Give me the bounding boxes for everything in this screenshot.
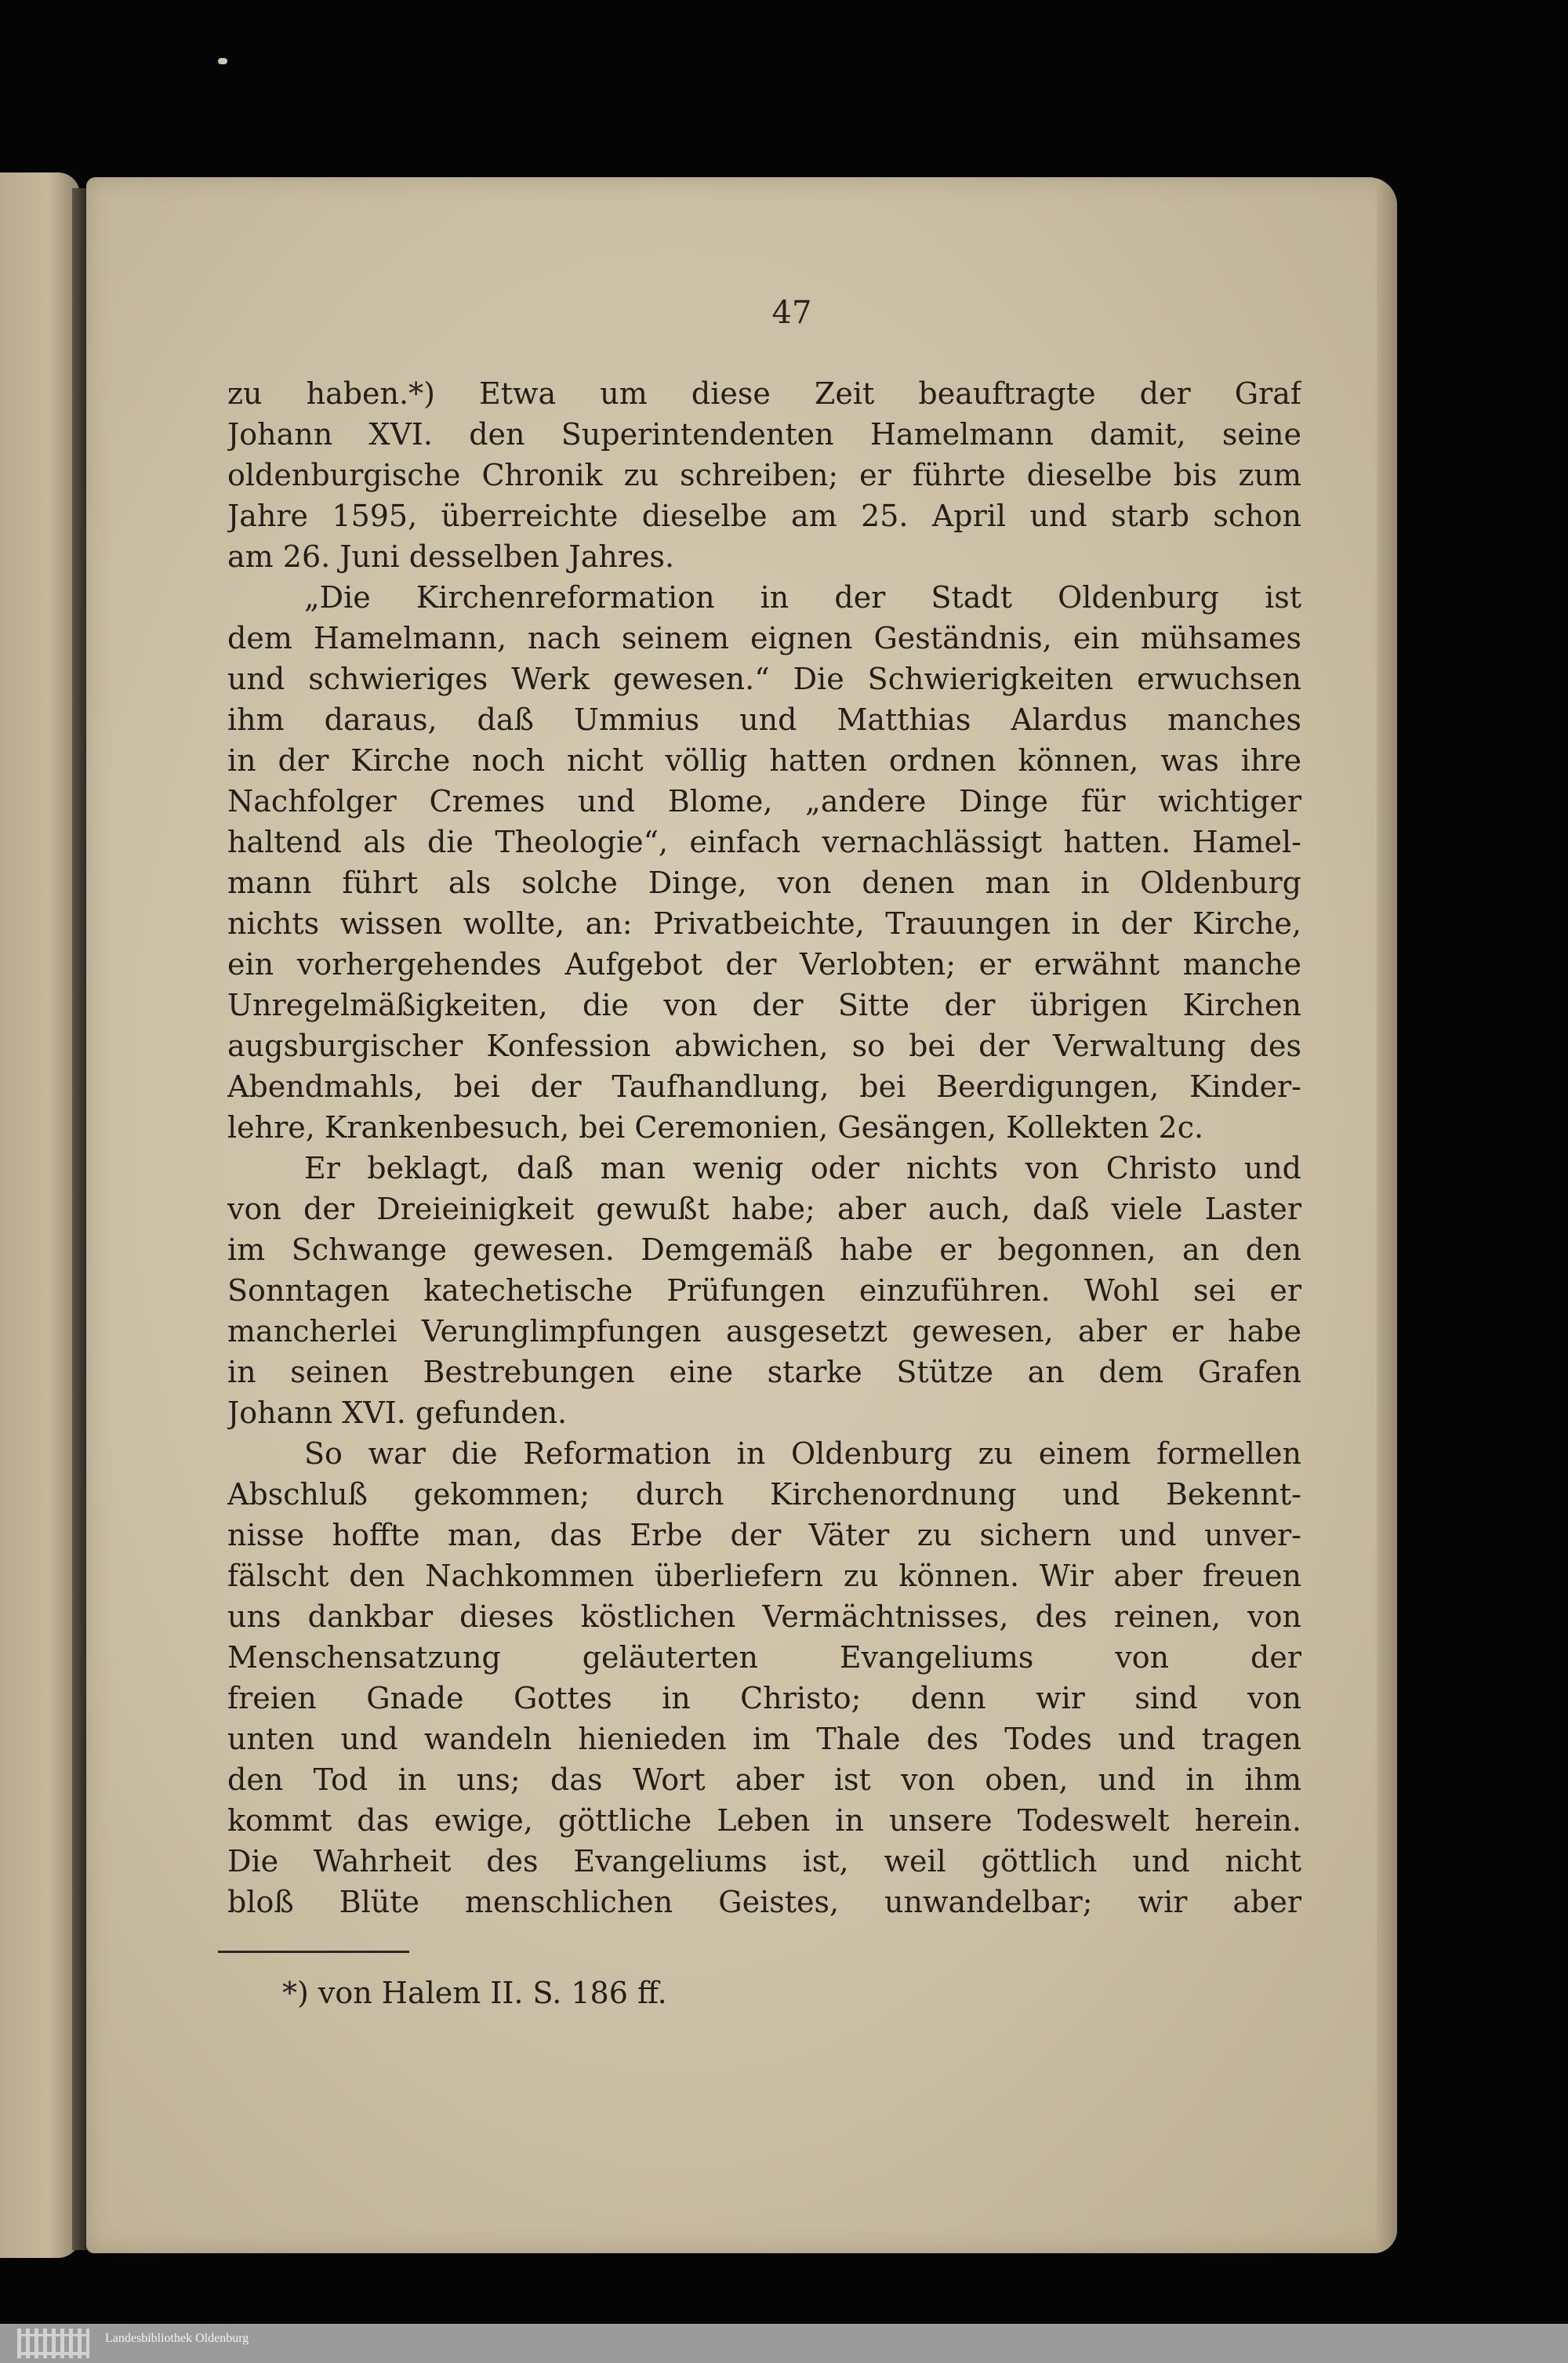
text-line-34: unten und wandeln hienieden im Thale des Todes und tragen (227, 1722, 1301, 1756)
text-line-37: Die Wahrheit des Evangeliums ist, weil göttlich und nicht (227, 1844, 1301, 1878)
text-line-1: zu haben.*) Etwa um diese Zeit beauftragte der Graf (227, 376, 1301, 411)
text-line-2: Johann XVI. den Superintendenten Hamelmann damit, seine (227, 417, 1301, 452)
page-edge-shadow (1377, 177, 1397, 2253)
text-line-26: Johann XVI. gefunden. (227, 1396, 568, 1430)
text-line-27: So war die Reformation in Oldenburg zu einem formellen (304, 1436, 1301, 1471)
text-line-22: im Schwange gewesen. Demgemäß habe er begonnen, an den (227, 1232, 1301, 1267)
main-text-block (227, 373, 1301, 1922)
text-line-5: am 26. Juni desselben Jahres. (227, 539, 675, 574)
text-line-35: den Tod in uns; das Wort aber ist von oben, und in ihm (227, 1762, 1301, 1797)
text-line-28: Abschluß gekommen; durch Kirchenordnung und Bekennt- (227, 1477, 1301, 1512)
text-line-18: Abendmahls, bei der Taufhandlung, bei Beerdigungen, Kinder- (227, 1069, 1301, 1104)
dust-speck (218, 58, 227, 64)
text-line-7: dem Hamelmann, nach seinem eignen Geständnis, ein mühsames (227, 621, 1301, 655)
text-line-24: mancherlei Verunglimpfungen ausgesetzt gewesen, aber er habe (227, 1314, 1301, 1348)
text-line-17: augsburgischer Konfession abwichen, so bei der Verwaltung des (227, 1029, 1301, 1063)
text-line-30: fälscht den Nachkommen überliefern zu können. Wir aber freuen (227, 1559, 1301, 1593)
text-line-9: ihm daraus, daß Ummius und Matthias Alardus manches (227, 702, 1301, 737)
text-line-6: „Die Kirchenreformation in der Stadt Oldenburg ist (304, 580, 1301, 615)
text-line-23: Sonntagen katechetische Prüfungen einzuführen. Wohl sei er (227, 1273, 1301, 1308)
footnote-divider (218, 1951, 409, 1953)
library-footer-bar (0, 2324, 1568, 2363)
text-line-29: nisse hoffte man, das Erbe der Väter zu sichern und unver- (227, 1518, 1301, 1552)
footnote: *) von Halem II. S. 186 ff. (282, 1976, 667, 2010)
library-name: Landesbibliothek Oldenburg (105, 2332, 249, 2345)
text-line-14: nichts wissen wollte, an: Privatbeichte, Trauungen in der Kirche, (227, 906, 1301, 941)
text-line-13: mann führt als solche Dinge, von denen man in Oldenburg (227, 866, 1301, 900)
text-line-20: Er beklagt, daß man wenig oder nichts von Christo und (304, 1151, 1301, 1185)
text-line-8: und schwieriges Werk gewesen.“ Die Schwierigkeiten erwuchsen (227, 662, 1301, 696)
text-line-15: ein vorhergehendes Aufgebot der Verlobten; er erwähnt manche (227, 947, 1301, 982)
text-line-3: oldenburgische Chronik zu schreiben; er führte dieselbe bis zum (227, 458, 1301, 492)
book-page (86, 177, 1397, 2253)
text-line-12: haltend als die Theologie“, einfach vernachlässigt hatten. Hamel- (227, 825, 1301, 859)
text-line-25: in seinen Bestrebungen eine starke Stütze an dem Grafen (227, 1355, 1301, 1389)
text-line-31: uns dankbar dieses köstlichen Vermächtnisses, des reinen, von (227, 1599, 1301, 1634)
library-building-icon (17, 2329, 89, 2358)
text-line-19: lehre, Krankenbesuch, bei Ceremonien, Gesängen, Kollekten 2c. (227, 1110, 1204, 1145)
page-number: 47 (771, 295, 812, 331)
text-line-11: Nachfolger Cremes und Blome, „andere Dinge für wichtiger (227, 784, 1301, 819)
text-line-33: freien Gnade Gottes in Christo; denn wir sind von (227, 1681, 1301, 1715)
text-line-21: von der Dreieinigkeit gewußt habe; aber auch, daß viele Laster (227, 1192, 1301, 1226)
text-line-38: bloß Blüte menschlichen Geistes, unwandelbar; wir aber (227, 1885, 1301, 1919)
text-line-10: in der Kirche noch nicht völlig hatten ordnen können, was ihre (227, 743, 1301, 778)
text-line-36: kommt das ewige, göttliche Leben in unsere Todeswelt herein. (227, 1803, 1301, 1838)
text-line-4: Jahre 1595, überreichte dieselbe am 25. April und starb schon (227, 499, 1301, 533)
facing-page-edge (0, 172, 80, 2258)
text-line-32: Menschensatzung geläuterten Evangeliums von der (227, 1640, 1301, 1675)
text-line-16: Unregelmäßigkeiten, die von der Sitte der übrigen Kirchen (227, 988, 1301, 1022)
